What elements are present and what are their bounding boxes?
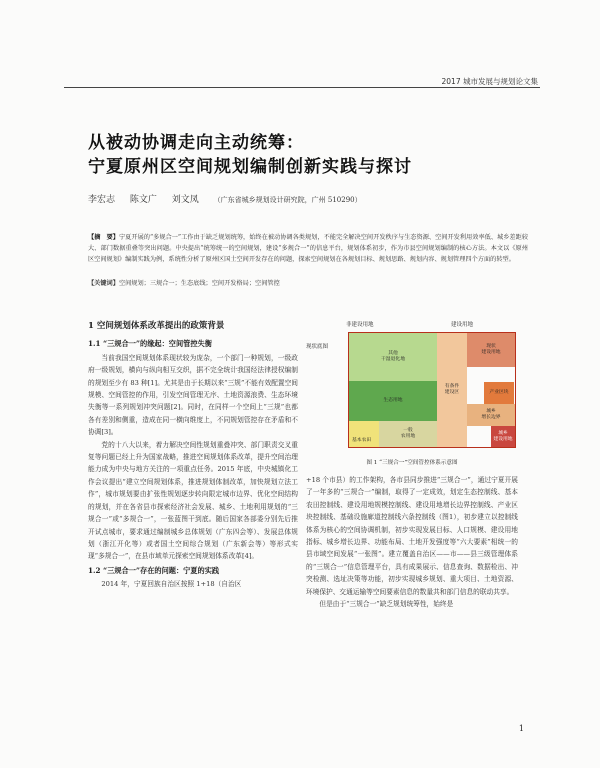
keywords xyxy=(88,278,528,289)
cell-label: 有条件 建设区 xyxy=(444,384,460,395)
header-rule xyxy=(64,87,540,88)
author-line xyxy=(88,192,362,205)
cell-basic-farmland xyxy=(349,421,379,447)
cell-industry-block xyxy=(484,382,514,404)
subsection-heading: 1.2 “三规合一”存在的问题：宁夏的实践 xyxy=(88,565,220,575)
cell-urban-construction xyxy=(491,426,515,447)
cell-ecology xyxy=(349,381,437,421)
cell-label: 一般 农用地 xyxy=(400,428,416,439)
cell-label: 产业区块 xyxy=(489,390,509,395)
running-header: 2017 城市发展与规划论文集 xyxy=(441,77,538,86)
abstract-text: 宁夏开展的“多规合一”工作由于缺乏规划统筹，始终在被动协调各类规划，不能完全解决空间开发秩序与生态资源、空间开发利用效率低、城乡差距较大、部门数据重叠等突出问题。中央提出“统筹统一的空间规划，建设“多规合一”的信息平台，规划体系初步，作为市县空间规划编制的核心方法。本文以《原州区空间规划》编制实践为例，系统性分析了原州区国土空间开发存在的问题，探索空间规划在各规划目标、规划思路、规划内容、规划管理四个方面的转型。 xyxy=(88,234,529,264)
cell-growth-boundary xyxy=(467,404,515,426)
left-column xyxy=(88,320,298,591)
author-affiliation: （广东省城乡规划设计研究院，广州 510290） xyxy=(213,196,362,204)
paragraph: 党的十八大以来，着力解决空间性规划重叠冲突、部门职责交叉重复等问题已经上升为国家战略，推进空间规划体系改革，提升空间治理能力成为中央与地方关注的一项重点任务。2015 年底，中央城镇化工作会议提出“建立空间规划体系，推进规划体制改革，加快规划立法工作”，城市规划要由扩张性规划逐步转向限定城市边界、优化空间结构的规划，并在各省县市探索经济社会发展、城乡、土地利用规划的“三规合一”或“多规合一”，一张蓝图干到底。随后国家各部委分别先后推开试点城市，要求通过编制城乡总体规划（广东四会等）、发展总体规划（浙江开化等）或者国土空间综合规划（广东新会等）等形式实现“多规合一”，在县市域单元探索空间规划体系改革[4]。 xyxy=(88,440,298,561)
figure-caption: 图 1 “三规合一”空间管控体系示意图 xyxy=(366,460,458,466)
figure-label-nonconstruction: 非建设用地 xyxy=(346,322,374,328)
keywords-label: 【关键词】 xyxy=(88,280,119,287)
paper-title-line1: 从被动协调走向主动统筹： xyxy=(88,133,304,153)
paper-title-line2: 宁夏原州区空间规划编制创新实践与探讨 xyxy=(88,157,412,177)
cell-label: 城乡 建设用地 xyxy=(493,430,513,442)
figure-label-baseline: 现状底图 xyxy=(306,344,329,350)
cell-other-land xyxy=(349,333,437,381)
cell-label: 生态用地 xyxy=(383,398,403,403)
section-heading: 1 空间规划体系改革提出的政策背景 xyxy=(88,321,225,331)
subsection-heading: 1.1 “三规合一”的缘起：空间管控失衡 xyxy=(88,339,212,349)
paragraph: 但是由于“三规合一”缺乏规划统筹性，始终是 xyxy=(319,600,454,609)
author-name: 李宏志 xyxy=(88,195,116,205)
cell-label: 基本农田 xyxy=(352,438,372,443)
paragraph: +18 个市县）的工作架构，各市县同步推进“三规合一”，通过宁夏开展了一年多的“三规合一”编制，取得了一定成效，划定生态控制线、基本农田控制线、建设用地规模控制线、建设用地增长边界控制线、产业区块控制线、基础设施廊道控制线六条控制线（图1），初步建立以控制线体系为核心的空间协调机制，初步实现发展目标、人口规模、建设用地指标、城乡增长边界、功能布局、土地开发强度等“六大要素”相统一的县市域空间发展“一张图”。建立覆盖自治区——市——县三级管理体系的“三规合一”信息管理平台，具有成果展示、信息查询、数据检出、冲突检测、选址决策等功能，初步实现城乡规划、重大项目、土地资源、环境保护、交通运输等空间要素信息的数量共和部门信息的联动共享。 xyxy=(306,476,518,596)
abstract-label: 【摘 要】 xyxy=(88,234,119,241)
paragraph: 当前我国空间规划体系现状较为庞杂，一个部门一种规划，一级政府一级规划，横向与纵向相互交织，据不完全统计我国经法律授权编制的规划至少有 83 种[1]。尤其是由于长期以来“三规”不能有效配置空间规模、空间管控的作用，引发空间管理无序、土地资源浪费、生态环境失衡等一系列规划冲突问题[2]。同时，在同样一个空间上“三规”也都各有差别和侧重，造成在同一横向维度上，不同规划管控存在矛盾和不协调[3]。 xyxy=(88,353,298,437)
cell-conditional-zone xyxy=(437,333,467,447)
cell-label: 现状 建设用地 xyxy=(481,344,501,355)
right-column xyxy=(306,474,518,610)
figure-1-diagram xyxy=(306,320,518,452)
author-name: 陈文广 xyxy=(129,195,157,205)
figure-label-construction: 建设用地 xyxy=(451,322,474,328)
cell-general-farmland xyxy=(379,421,437,447)
keywords-text: 空间规划；三规合一；生态底线；空间开发格局；空间管控 xyxy=(118,280,280,287)
paragraph: 2014 年，宁夏回族自治区按照 1+18（自治区 xyxy=(101,580,242,589)
cell-label: 城乡 增长边界 xyxy=(481,409,501,420)
cell-existing-construction xyxy=(467,333,515,367)
cell-label: 其他 干湿退化地 xyxy=(381,351,405,362)
abstract xyxy=(88,232,528,266)
author-name: 刘文凤 xyxy=(171,195,199,205)
page-number: 1 xyxy=(518,724,524,733)
